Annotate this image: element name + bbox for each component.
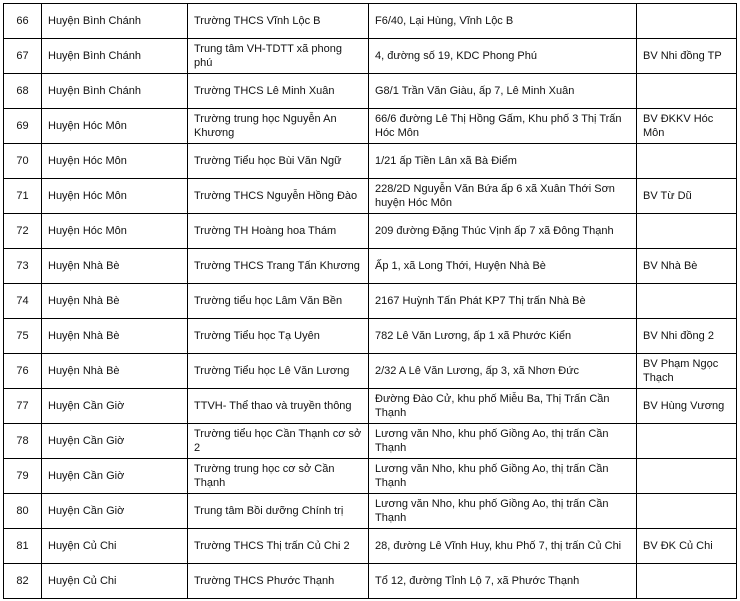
district-cell: Huyện Hóc Môn	[42, 144, 188, 179]
hospital-cell	[637, 494, 737, 529]
address-cell: 4, đường số 19, KDC Phong Phú	[369, 39, 637, 74]
school-cell: Trường Tiểu học Tạ Uyên	[188, 319, 369, 354]
address-cell: F6/40, Lại Hùng, Vĩnh Lộc B	[369, 4, 637, 39]
hospital-cell: BV Nhà Bè	[637, 249, 737, 284]
row-number-cell: 72	[4, 214, 42, 249]
hospital-cell	[637, 284, 737, 319]
row-number-cell: 68	[4, 74, 42, 109]
district-cell: Huyện Củ Chi	[42, 564, 188, 599]
school-cell: Trường THCS Vĩnh Lộc B	[188, 4, 369, 39]
district-cell: Huyện Nhà Bè	[42, 354, 188, 389]
hospital-cell: BV Hùng Vương	[637, 389, 737, 424]
row-number-cell: 79	[4, 459, 42, 494]
address-cell: 782 Lê Văn Lương, ấp 1 xã Phước Kiển	[369, 319, 637, 354]
school-cell: Trường Tiểu học Bùi Văn Ngữ	[188, 144, 369, 179]
row-number-cell: 71	[4, 179, 42, 214]
address-cell: 2167 Huỳnh Tấn Phát KP7 Thị trấn Nhà Bè	[369, 284, 637, 319]
vaccination-sites-table	[3, 3, 737, 599]
table-row	[4, 179, 737, 214]
table-row	[4, 424, 737, 459]
address-cell: 209 đường Đặng Thúc Vịnh ấp 7 xã Đông Thạnh	[369, 214, 637, 249]
hospital-cell	[637, 459, 737, 494]
district-cell: Huyện Cần Giờ	[42, 389, 188, 424]
address-cell: 66/6 đường Lê Thị Hồng Gấm, Khu phố 3 Thị Trấn Hóc Môn	[369, 109, 637, 144]
address-cell: Lương văn Nho, khu phố Giồng Ao, thị trấn Cần Thạnh	[369, 424, 637, 459]
row-number-cell: 82	[4, 564, 42, 599]
address-cell: Tổ 12, đường Tỉnh Lộ 7, xã Phước Thạnh	[369, 564, 637, 599]
address-cell: 28, đường Lê Vĩnh Huy, khu Phố 7, thị trấn Củ Chi	[369, 529, 637, 564]
table-row	[4, 354, 737, 389]
row-number-cell: 70	[4, 144, 42, 179]
row-number-cell: 73	[4, 249, 42, 284]
district-cell: Huyện Hóc Môn	[42, 179, 188, 214]
row-number-cell: 66	[4, 4, 42, 39]
school-cell: Trường trung học Nguyễn An Khương	[188, 109, 369, 144]
school-cell: Trường THCS Thị trấn Củ Chi 2	[188, 529, 369, 564]
address-cell: 228/2D Nguyễn Văn Bứa ấp 6 xã Xuân Thới Sơn huyện Hóc Môn	[369, 179, 637, 214]
school-cell: Trường THCS Nguyễn Hồng Đào	[188, 179, 369, 214]
table-row	[4, 74, 737, 109]
hospital-cell	[637, 144, 737, 179]
table-row	[4, 564, 737, 599]
school-cell: Trường THCS Trang Tấn Khương	[188, 249, 369, 284]
school-cell: Trung tâm VH-TDTT xã phong phú	[188, 39, 369, 74]
hospital-cell	[637, 74, 737, 109]
address-cell: Lương văn Nho, khu phố Giồng Ao, thị trấn Cần Thạnh	[369, 459, 637, 494]
row-number-cell: 80	[4, 494, 42, 529]
hospital-cell: BV Nhi đồng 2	[637, 319, 737, 354]
table-row	[4, 389, 737, 424]
school-cell: Trường tiểu học Cần Thạnh cơ sở 2	[188, 424, 369, 459]
table-row	[4, 319, 737, 354]
hospital-cell	[637, 424, 737, 459]
table-body	[4, 4, 737, 599]
table-row	[4, 109, 737, 144]
hospital-cell	[637, 564, 737, 599]
district-cell: Huyện Củ Chi	[42, 529, 188, 564]
address-cell: 2/32 A Lê Văn Lương, ấp 3, xã Nhơn Đức	[369, 354, 637, 389]
table-row	[4, 529, 737, 564]
hospital-cell: BV ĐKKV Hóc Môn	[637, 109, 737, 144]
school-cell: Trường THCS Lê Minh Xuân	[188, 74, 369, 109]
table-row	[4, 4, 737, 39]
table-row	[4, 284, 737, 319]
district-cell: Huyện Nhà Bè	[42, 319, 188, 354]
row-number-cell: 81	[4, 529, 42, 564]
district-cell: Huyện Hóc Môn	[42, 109, 188, 144]
district-cell: Huyện Bình Chánh	[42, 74, 188, 109]
table-row	[4, 494, 737, 529]
address-cell: Ấp 1, xã Long Thới, Huyện Nhà Bè	[369, 249, 637, 284]
school-cell: Trung tâm Bồi dưỡng Chính trị	[188, 494, 369, 529]
district-cell: Huyện Nhà Bè	[42, 249, 188, 284]
school-cell: Trường THCS Phước Thạnh	[188, 564, 369, 599]
row-number-cell: 77	[4, 389, 42, 424]
table-row	[4, 39, 737, 74]
hospital-cell: BV ĐK Củ Chi	[637, 529, 737, 564]
address-cell: Đường Đào Cử, khu phố Miễu Ba, Thị Trấn Cần Thạnh	[369, 389, 637, 424]
district-cell: Huyện Nhà Bè	[42, 284, 188, 319]
district-cell: Huyện Cần Giờ	[42, 459, 188, 494]
row-number-cell: 76	[4, 354, 42, 389]
row-number-cell: 78	[4, 424, 42, 459]
row-number-cell: 75	[4, 319, 42, 354]
school-cell: Trường tiểu học Lâm Văn Bền	[188, 284, 369, 319]
table-row	[4, 144, 737, 179]
table-row	[4, 459, 737, 494]
district-cell: Huyện Hóc Môn	[42, 214, 188, 249]
district-cell: Huyện Cần Giờ	[42, 424, 188, 459]
row-number-cell: 67	[4, 39, 42, 74]
school-cell: Trường TH Hoàng hoa Thám	[188, 214, 369, 249]
hospital-cell: BV Từ Dũ	[637, 179, 737, 214]
school-cell: TTVH- Thể thao và truyền thông	[188, 389, 369, 424]
address-cell: 1/21 ấp Tiền Lân xã Bà Điểm	[369, 144, 637, 179]
table-row	[4, 214, 737, 249]
school-cell: Trường Tiểu học Lê Văn Lương	[188, 354, 369, 389]
row-number-cell: 74	[4, 284, 42, 319]
hospital-cell: BV Phạm Ngọc Thạch	[637, 354, 737, 389]
school-cell: Trường trung học cơ sở Cần Thạnh	[188, 459, 369, 494]
table-row	[4, 249, 737, 284]
hospital-cell	[637, 4, 737, 39]
hospital-cell	[637, 214, 737, 249]
row-number-cell: 69	[4, 109, 42, 144]
address-cell: Lương văn Nho, khu phố Giồng Ao, thị trấn Cần Thạnh	[369, 494, 637, 529]
district-cell: Huyện Cần Giờ	[42, 494, 188, 529]
hospital-cell: BV Nhi đồng TP	[637, 39, 737, 74]
address-cell: G8/1 Trần Văn Giàu, ấp 7, Lê Minh Xuân	[369, 74, 637, 109]
district-cell: Huyện Bình Chánh	[42, 39, 188, 74]
district-cell: Huyện Bình Chánh	[42, 4, 188, 39]
